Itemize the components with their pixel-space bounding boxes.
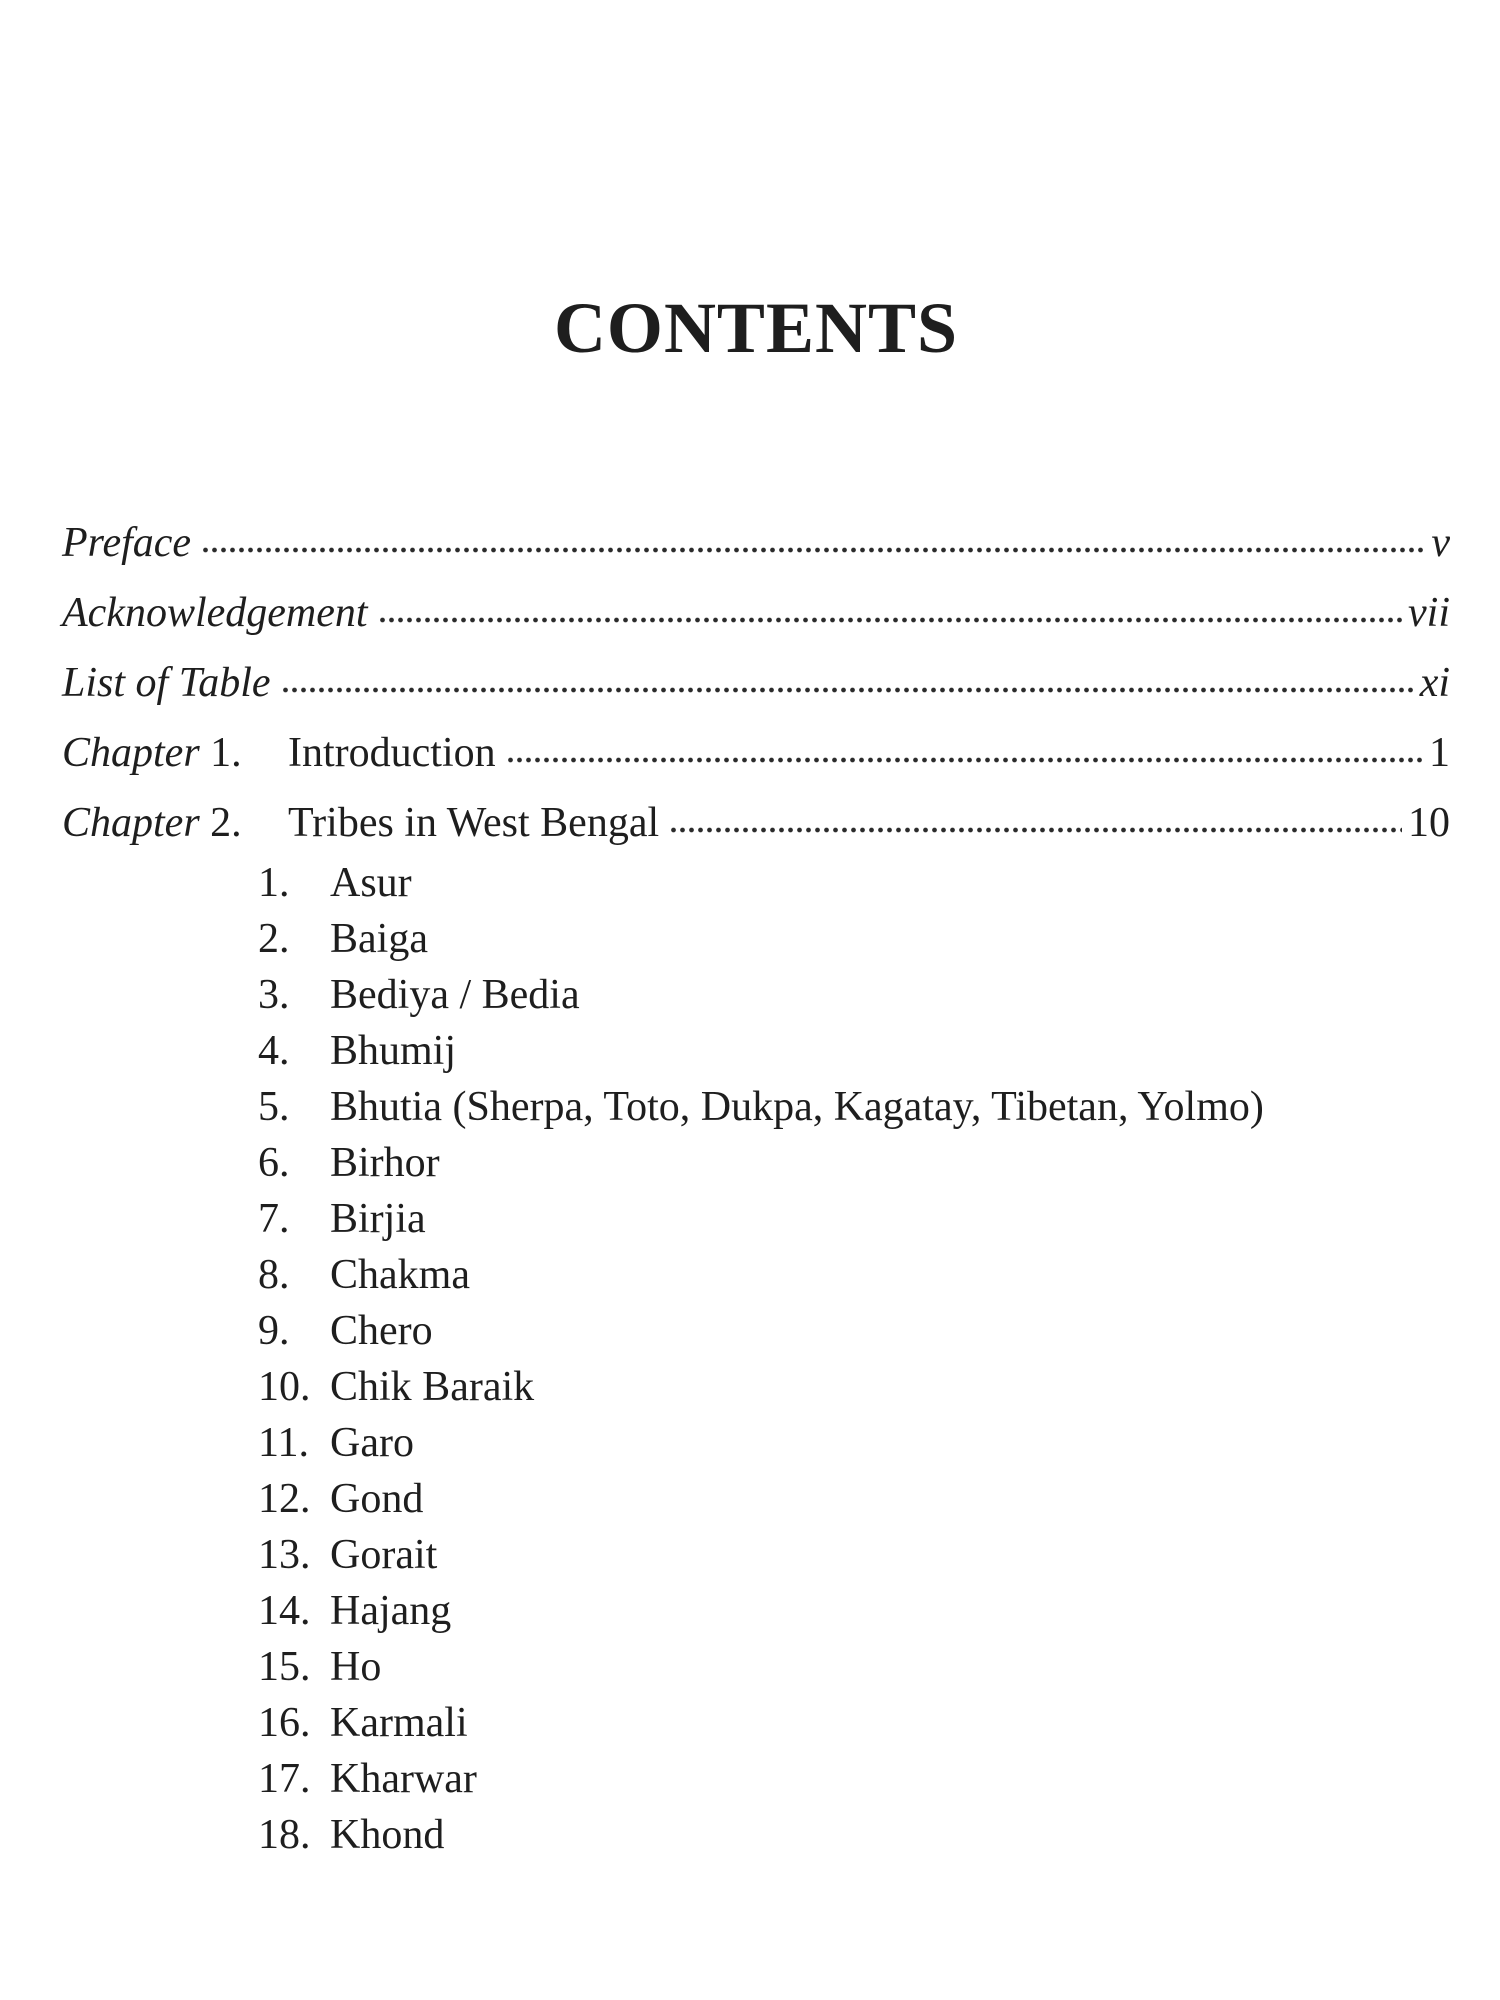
tribe-name: Gond: [330, 1476, 424, 1522]
tribe-name: Ho: [330, 1644, 382, 1690]
tribe-item: [62, 1638, 1450, 1694]
tribe-number: 15.: [258, 1644, 311, 1690]
tribe-name: Chik Baraik: [330, 1364, 535, 1410]
tribe-name: Garo: [330, 1420, 414, 1466]
dotted-leader: [669, 826, 1402, 836]
tribe-item: [62, 910, 1450, 966]
tribe-name: Karmali: [330, 1700, 468, 1746]
table-of-contents: [62, 504, 1450, 1862]
dotted-leader: [506, 756, 1423, 766]
tribe-item: [62, 1302, 1450, 1358]
tribe-item: [62, 1806, 1450, 1862]
tribe-name: Kharwar: [330, 1756, 477, 1802]
chapter-word: Chapter: [62, 730, 200, 776]
chapter-word: Chapter: [62, 800, 200, 846]
tribe-number: 10.: [258, 1364, 311, 1410]
toc-entry-acknowledgement: [62, 574, 1450, 644]
toc-entry-chapter-2: [62, 784, 1450, 854]
chapter-number: 2.: [210, 800, 242, 846]
tribe-number: 1.: [258, 860, 290, 906]
tribe-number: 12.: [258, 1476, 311, 1522]
tribe-name: Asur: [330, 860, 412, 906]
tribe-item: [62, 1414, 1450, 1470]
toc-page-number: xi: [1419, 660, 1450, 706]
page-title: CONTENTS: [553, 288, 959, 368]
tribe-name: Gorait: [330, 1532, 438, 1578]
tribe-name: Baiga: [330, 916, 428, 962]
tribe-number: 17.: [258, 1756, 311, 1802]
tribe-name: Birjia: [330, 1196, 426, 1242]
toc-page-number: v: [1431, 520, 1450, 566]
tribe-name: Hajang: [330, 1588, 452, 1634]
tribe-number: 8.: [258, 1252, 290, 1298]
tribe-item: [62, 1246, 1450, 1302]
toc-entry-label: Preface: [62, 520, 192, 566]
toc-page-number: 10: [1408, 800, 1450, 846]
tribe-number: 9.: [258, 1308, 290, 1354]
tribe-number: 4.: [258, 1028, 290, 1074]
toc-page-number: 1: [1429, 730, 1450, 776]
tribe-number: 16.: [258, 1700, 311, 1746]
tribe-name: Chakma: [330, 1252, 470, 1298]
toc-entry-list-of-table: [62, 644, 1450, 714]
tribe-name: Chero: [330, 1308, 433, 1354]
tribe-number: 14.: [258, 1588, 311, 1634]
tribe-item: [62, 854, 1450, 910]
tribe-number: 3.: [258, 972, 290, 1018]
tribe-item: [62, 966, 1450, 1022]
tribe-number: 18.: [258, 1812, 311, 1858]
tribe-item: [62, 1750, 1450, 1806]
chapter-title: Introduction: [288, 730, 496, 776]
tribe-item: [62, 1470, 1450, 1526]
tribe-item: [62, 1582, 1450, 1638]
tribe-item: [62, 1694, 1450, 1750]
tribe-item: [62, 1022, 1450, 1078]
tribe-item: [62, 1526, 1450, 1582]
tribe-name: Birhor: [330, 1140, 440, 1186]
tribe-number: 6.: [258, 1140, 290, 1186]
dotted-leader: [281, 686, 1414, 696]
tribe-number: 13.: [258, 1532, 311, 1578]
dotted-leader: [201, 546, 1425, 556]
tribe-item: [62, 1190, 1450, 1246]
tribe-item: [62, 1358, 1450, 1414]
toc-page-number: vii: [1408, 590, 1450, 636]
tribe-number: 11.: [258, 1420, 309, 1466]
tribe-item: [62, 1134, 1450, 1190]
tribe-number: 5.: [258, 1084, 290, 1130]
tribe-name: Khond: [330, 1812, 445, 1858]
chapter-prefix: [62, 799, 288, 847]
toc-entry-chapter-1: [62, 714, 1450, 784]
tribe-number: 2.: [258, 916, 290, 962]
tribe-name: Bhutia (Sherpa, Toto, Dukpa, Kagatay, Tibetan, Yolmo): [330, 1084, 1264, 1130]
chapter-title: Tribes in West Bengal: [288, 800, 660, 846]
chapter-number: 1.: [210, 730, 242, 776]
dotted-leader: [378, 616, 1402, 626]
tribe-list: [62, 854, 1450, 1862]
toc-entry-preface: [62, 504, 1450, 574]
toc-entry-label: Acknowledgement: [62, 590, 368, 636]
tribe-item: [62, 1078, 1450, 1134]
tribe-name: Bhumij: [330, 1028, 457, 1074]
tribe-number: 7.: [258, 1196, 290, 1242]
chapter-prefix: [62, 729, 288, 777]
toc-entry-label: List of Table: [62, 660, 271, 706]
tribe-name: Bediya / Bedia: [330, 972, 580, 1018]
